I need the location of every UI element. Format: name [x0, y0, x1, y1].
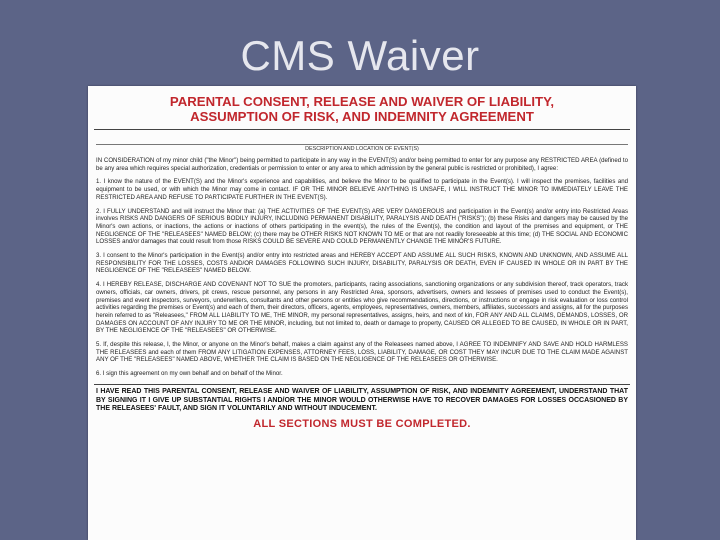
- completion-notice: ALL SECTIONS MUST BE COMPLETED.: [253, 417, 471, 430]
- document-header: [88, 94, 636, 124]
- acknowledgement-text: I HAVE READ THIS PARENTAL CONSENT, RELEASE AND WAIVER OF LIABILITY, ASSUMPTION OF RISK, AND INDEMNITY AGREEMENT, UNDERSTAND THAT BY SIGNING IT I GIVE UP SUBSTANTIAL RIGHTS I AND/OR THE MINOR WOULD OTHERWISE HAVE TO RECOVER DAMAGES FOR LOSSES OCCASIONED BY THE RELEASEES' FAULT, AND SIGN IT VOLUNTARILY AND WITHOUT INDUCEMENT.: [96, 387, 628, 413]
- paragraph-1: 1. I know the nature of the EVENT(S) and the Minor's experience and capabilities, and believe the Minor to be qualified to participate in the Event(s). I will inspect the premises, facilities and equipment to be used, or with which the Minor may come in contact. IF OR THE MINOR BELIEVE ANYTHING IS UNSAFE, I WILL INSTRUCT THE MINOR TO IMMEDIATELY LEAVE THE RESTRICTED AREA AND REFUSE TO PARTICIPATE FURTHER IN THE EVENT(S).: [96, 178, 628, 201]
- slide-title: CMS Waiver: [240, 32, 480, 79]
- document-body: [88, 157, 636, 378]
- intro-paragraph: IN CONSIDERATION of my minor child ("the Minor") being permitted to participate in any way in the EVENT(S) and/or being permitted to enter for any purpose any RESTRICTED AREA (defined to be any area which requires special authorization, credentials or permission to enter or any area to which admission by the general public is restricted or prohibited), I agree:: [96, 157, 628, 172]
- event-caption: DESCRIPTION AND LOCATION OF EVENT(S): [305, 146, 419, 152]
- event-description-line: [96, 144, 628, 145]
- header-line-2: ASSUMPTION OF RISK, AND INDEMNITY AGREEMENT: [190, 109, 534, 124]
- paragraph-2: 2. I FULLY UNDERSTAND and will instruct the Minor that: (a) THE ACTIVITIES OF THE EVENT(S) ARE VERY DANGEROUS and participation in the Event(s) and/or entry into Restricted Areas involves RISKS AND DANGERS OF SERIOUS BODILY INJURY, INCLUDING PERMANENT DISABILITY, PARALYSIS AND DEATH ("RISKS"); (b) these Risks and dangers may be caused by the Minor's own actions, or inactions, the actions or inactions of others participating in the event(s), the rules of the Event(s), the condition and layout of the premises and equipment, or THE NEGLIGENCE OF THE "RELEASEES" NAMED BELOW; (c) there may be OTHER RISKS NOT KNOWN TO ME or that are not readily foreseeable at this time; (d) THE SOCIAL AND ECONOMIC LOSSES and/or damages that could result from those RISKS COULD BE SEVERE AND COULD PERMANENTLY CHANGE THE MINOR'S FUTURE.: [96, 207, 628, 246]
- paragraph-6: 6. I sign this agreement on my own behalf and on behalf of the Minor.: [96, 370, 283, 378]
- paragraph-5: 5. If, despite this release, I, the Minor, or anyone on the Minor's behalf, makes a claim against any of the Releasees named above, I AGREE TO INDEMNIFY AND SAVE AND HOLD HARMLESS THE RELEASEES and each of them FROM ANY LITIGATION EXPENSES, ATTORNEY FEES, LOSS, LIABILITY, DAMAGE, OR COST THEY MAY INCUR DUE TO THE CLAIM MADE AGAINST ANY OF THE "RELEASEES" NAMED ABOVE, WHETHER THE CLAIM IS BASED ON THE NEGLIGENCE OF THE RELEASEES OR OTHERWISE.: [96, 341, 628, 364]
- paragraph-3: 3. I consent to the Minor's participation in the Event(s) and/or entry into restricted areas and HEREBY ACCEPT AND ASSUME ALL SUCH RISKS, KNOWN AND UNKNOWN, AND ASSUME ALL RESPONSIBILITY FOR THE LOSSES, COSTS AND/OR DAMAGES FOLLOWING SUCH INJURY, DISABILITY, PARALYSIS OR DEATH, EVEN IF CAUSED IN WHOLE OR IN PART BY THE NEGLIGENCE OF THE "RELEASEES" NAMED BELOW.: [96, 252, 628, 275]
- header-line-1: PARENTAL CONSENT, RELEASE AND WAIVER OF LIABILITY,: [169, 94, 555, 109]
- header-divider: [94, 129, 630, 130]
- waiver-document: [88, 86, 636, 540]
- paragraph-4: 4. I HEREBY RELEASE, DISCHARGE AND COVENANT NOT TO SUE the promoters, participants, racing associations, sanctioning organizations or any subdivision thereof, track operators, track owners, officials, car owners, drivers, pit crews, rescue personnel, any persons in any Restricted Area, sponsors, advertisers, owners and lessees of premises used to conduct the Event(s), premises and event inspectors, surveyors, underwriters, consultants and other persons or entities who give recommendations, directions, or instructions or engage in risk evaluation or loss control activities regarding the premises or Event(s) and each of them, their directors, officers, agents, employees, representatives, owners, members, affiliates, successors and assigns, all for the purposes herein referred to as "Releasees," FROM ALL LIABILITY TO ME, THE MINOR, my personal representatives, assigns, heirs, and next of kin, FOR ANY AND ALL CLAIMS, DEMANDS, LOSSES, OR DAMAGES ON ACCOUNT OF ANY INJURY TO ME OR THE MINOR, including, but not limited to, death or damage to property, CAUSED OR ALLEGED TO BE CAUSED, IN WHOLE OR IN PART, BY THE NEGLIGENCE OF THE "RELEASEES" OR OTHERWISE.: [96, 281, 628, 335]
